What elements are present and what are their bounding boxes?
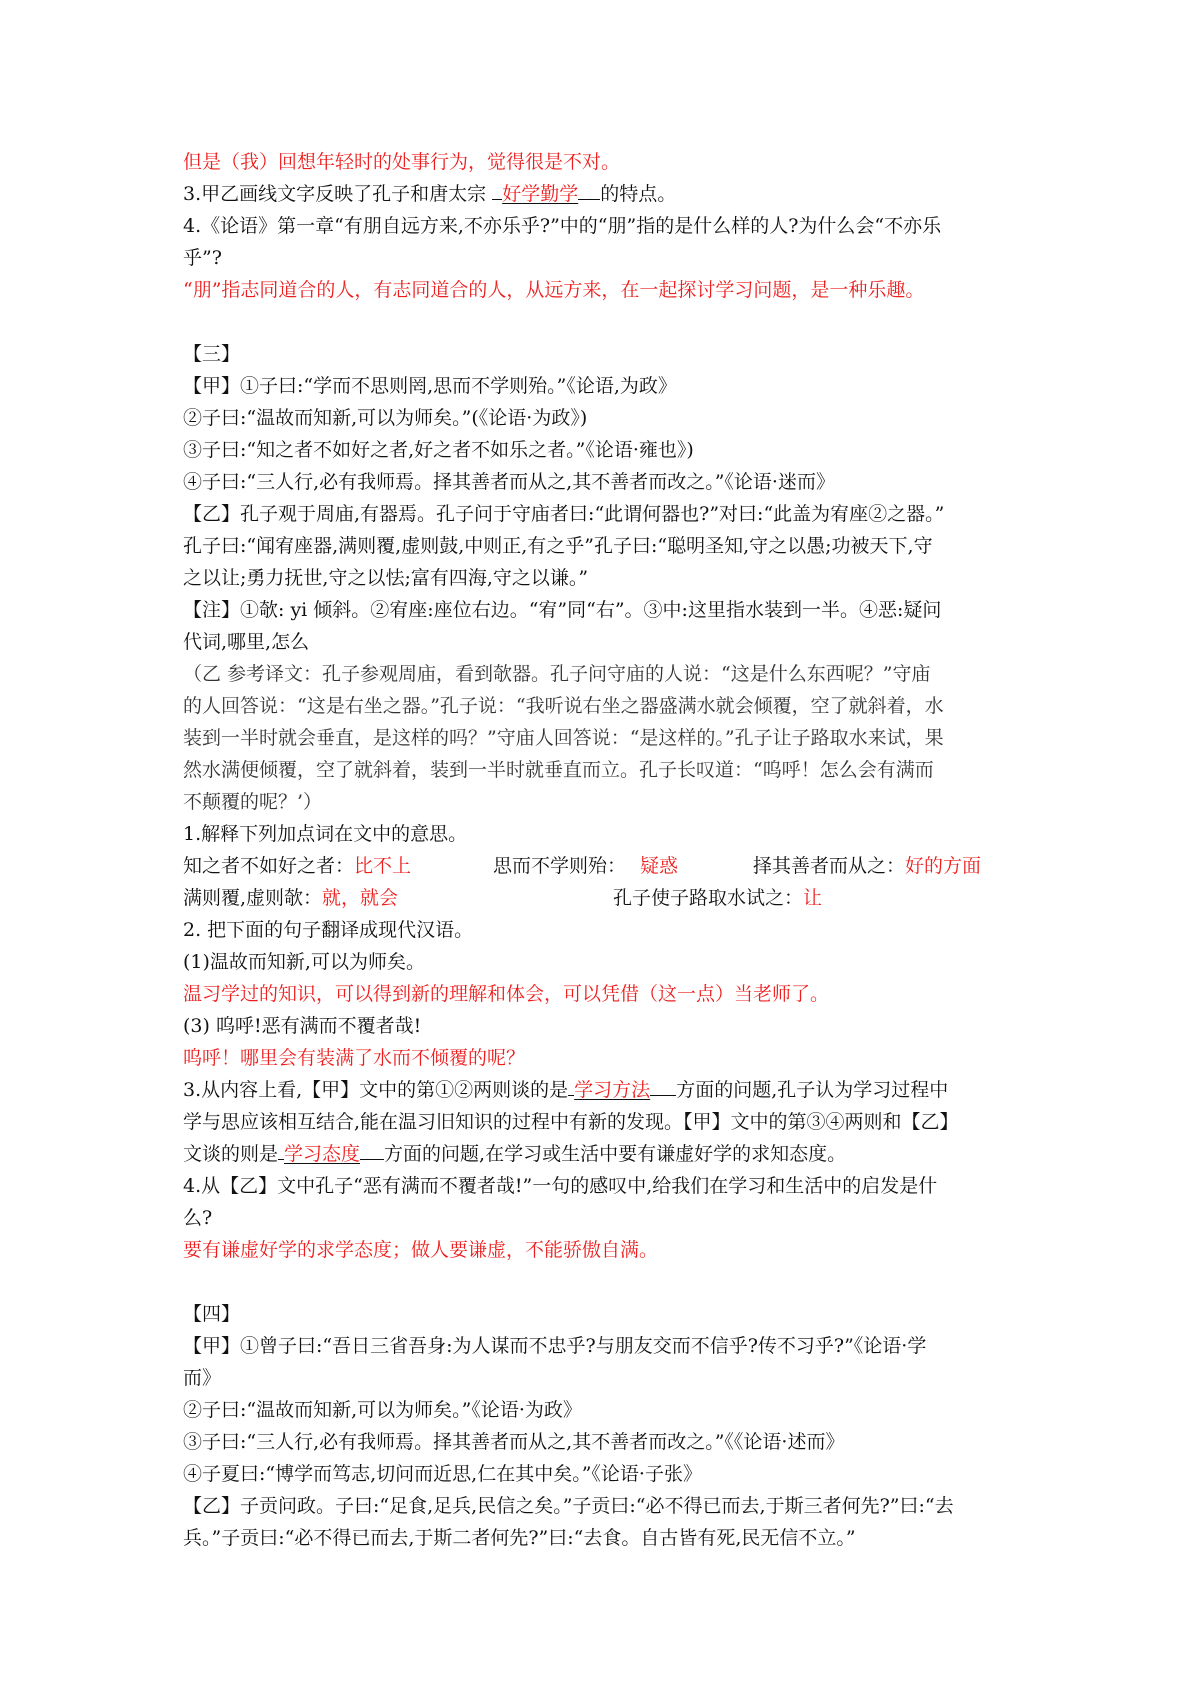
text-jia-1: 【甲】①子曰:“学而不思则罔,思而不学则殆。”《论语,为政》 xyxy=(183,375,677,397)
question-3-line-3 xyxy=(183,1138,1033,1170)
word-answer: 比不上 xyxy=(354,855,412,877)
document-page xyxy=(183,146,1033,1554)
question-3 xyxy=(183,178,1033,210)
question-4-line-1: 4.《论语》第一章“有朋自远方来,不亦乐乎?”中的“朋”指的是什么样的人?为什么会“不亦乐 xyxy=(183,215,942,237)
translation-4: 然水满便倾覆，空了就斜着，装到一半时就垂直而立。孔子长叹道：“呜呼！怎么会有满而 xyxy=(183,759,934,781)
question-3-line-1 xyxy=(183,1074,1033,1106)
translation-5: 不颠覆的呢？’） xyxy=(183,791,323,813)
question-4-line-2: 乎”? xyxy=(183,247,222,269)
question-3-suffix: 的特点。 xyxy=(600,183,677,205)
word-label: 知之者不如好之者： xyxy=(183,855,355,877)
text-jia-3: ③子曰:“三人行,必有我师焉。择其善者而从之,其不善者而改之。”《《论语·述而》 xyxy=(183,1431,845,1453)
answer-2-item-3: 呜呼！哪里会有装满了水而不倾覆的呢？ xyxy=(183,1047,526,1069)
word-answer: 疑惑 xyxy=(640,855,679,877)
question-3-text: 3.从内容上看,【甲】文中的第①②两则谈的是 xyxy=(183,1079,569,1101)
word-answer: 就，就会 xyxy=(322,887,399,909)
question-2: 2. 把下面的句子翻译成现代汉语。 xyxy=(183,919,474,941)
note-1: 【注】①欹: yi 倾斜。②宥座:座位右边。“宥”同“右”。③中:这里指水装到一半。④恶:疑问 xyxy=(183,599,942,621)
translation-3: 装到一半时就会垂直，是这样的吗？”守庙人回答说：“是这样的。”孔子让子路取水来试，果 xyxy=(183,727,944,749)
text-jia-4: ④子曰:“三人行,必有我师焉。择其善者而从之,其不善者而改之。”《论语·迷而》 xyxy=(183,471,835,493)
question-2-item-3: (3) 呜呼!恶有满而不覆者哉! xyxy=(183,1015,422,1037)
word-label: 择其善者而从之： xyxy=(753,855,906,877)
text-yi-2: 孔子曰:“闻宥座器,满则覆,虚则鼓,中则正,有之乎”孔子曰:“聪明圣知,守之以愚;功被天下,守 xyxy=(183,535,933,557)
text-jia-4: ④子夏曰:“博学而笃志,切问而近思,仁在其中矣。”《论语·子张》 xyxy=(183,1463,702,1485)
translation-2: 的人回答说：“这是右坐之器。”孔子说：“我听说右坐之器盛满水就会倾覆，空了就斜着，水 xyxy=(183,695,944,717)
text-jia-3: ③子曰:“知之者不如好之者,好之者不如乐之者。”《论语·雍也》) xyxy=(183,439,694,461)
question-4-line-2: 么? xyxy=(183,1207,213,1229)
text-yi-3: 之以让;勇力抚世,守之以怯;富有四海,守之以谦。” xyxy=(183,567,589,589)
word-label: 满则覆,虚则欹： xyxy=(183,887,323,909)
text-jia-1-cont: 而》 xyxy=(183,1367,222,1389)
question-1-row-1 xyxy=(183,850,1033,882)
answer-blank-tail xyxy=(578,179,600,200)
answer-blank-tail xyxy=(650,1075,676,1096)
question-4-line-1: 4.从【乙】文中孔子“恶有满而不覆者哉!”一句的感叹中,给我们在学习和生活中的启发是什 xyxy=(183,1175,938,1197)
question-1-row-2 xyxy=(183,882,1033,914)
translation-1: （乙 参考译文：孔子参观周庙，看到欹器。孔子问守庙的人说：“这是什么东西呢？”守庙 xyxy=(183,663,931,685)
word-label: 思而不学则殆： xyxy=(493,855,627,877)
spacer xyxy=(183,1266,1033,1298)
spacer xyxy=(183,306,1033,338)
question-3-line-2: 学与思应该相互结合,能在温习旧知识的过程中有新的发现。【甲】文中的第③④两则和【乙】 xyxy=(183,1111,959,1133)
answer-2-item-1: 温习学过的知识，可以得到新的理解和体会，可以凭借（这一点）当老师了。 xyxy=(183,983,830,1005)
text-yi-2: 兵。”子贡曰:“必不得已而去,于斯二者何先?”曰:“去食。自古皆有死,民无信不立。” xyxy=(183,1527,856,1549)
question-1: 1.解释下列加点词在文中的意思。 xyxy=(183,823,468,845)
text-yi-1: 【乙】子贡问政。子曰:“足食,足兵,民信之矣。”子贡曰:“必不得已而去,于斯三者何先?”曰:“去 xyxy=(183,1495,954,1517)
answer-2: 但是（我）回想年轻时的处事行为，觉得很是不对。 xyxy=(183,151,621,173)
text-yi-1: 【乙】孔子观于周庙,有器焉。孔子问于守庙者曰:“此谓何器也?”对曰:“此盖为宥座②之器。” xyxy=(183,503,945,525)
word-label: 孔子使子路取水试之： xyxy=(613,887,804,909)
question-3-text-suffix: 方面的问题,在学习或生活中要有谦虚好学的求知态度。 xyxy=(384,1143,847,1165)
question-3-text: 3.甲乙画线文字反映了孔子和唐太宗 xyxy=(183,183,487,205)
text-jia-1: 【甲】①曾子曰:“吾日三省吾身:为人谋而不忠乎?与朋友交而不信乎?传不习乎?”《论语·学 xyxy=(183,1335,927,1357)
answer-blank: 学习方法 xyxy=(574,1079,651,1101)
answer-blank: 好学勤学 xyxy=(502,183,579,205)
text-jia-2: ②子曰:“温故而知新,可以为师矣。”《论语·为政》 xyxy=(183,1399,582,1421)
answer-blank: 学习态度 xyxy=(284,1143,361,1165)
word-answer: 好的方面 xyxy=(905,855,982,877)
answer-blank-tail xyxy=(360,1139,384,1160)
word-answer: 让 xyxy=(803,887,823,909)
question-3-text-suffix: 方面的问题,孔子认为学习过程中 xyxy=(676,1079,949,1101)
question-3-text: 文谈的则是 xyxy=(183,1143,279,1165)
note-2: 代词,哪里,怎么 xyxy=(183,631,310,653)
answer-blank-lead xyxy=(492,179,502,200)
question-2-item-1: (1)温故而知新,可以为师矣。 xyxy=(183,951,425,973)
answer-4: 要有谦虚好学的求学态度；做人要谦虚，不能骄傲自满。 xyxy=(183,1239,659,1261)
section-heading-3: 【三】 xyxy=(183,343,241,365)
answer-4: “朋”指志同道合的人，有志同道合的人，从远方来，在一起探讨学习问题，是一种乐趣。 xyxy=(183,279,925,301)
section-heading-4: 【四】 xyxy=(183,1303,241,1325)
text-jia-2: ②子曰:“温故而知新,可以为师矣。”(《论语·为政》) xyxy=(183,407,588,429)
